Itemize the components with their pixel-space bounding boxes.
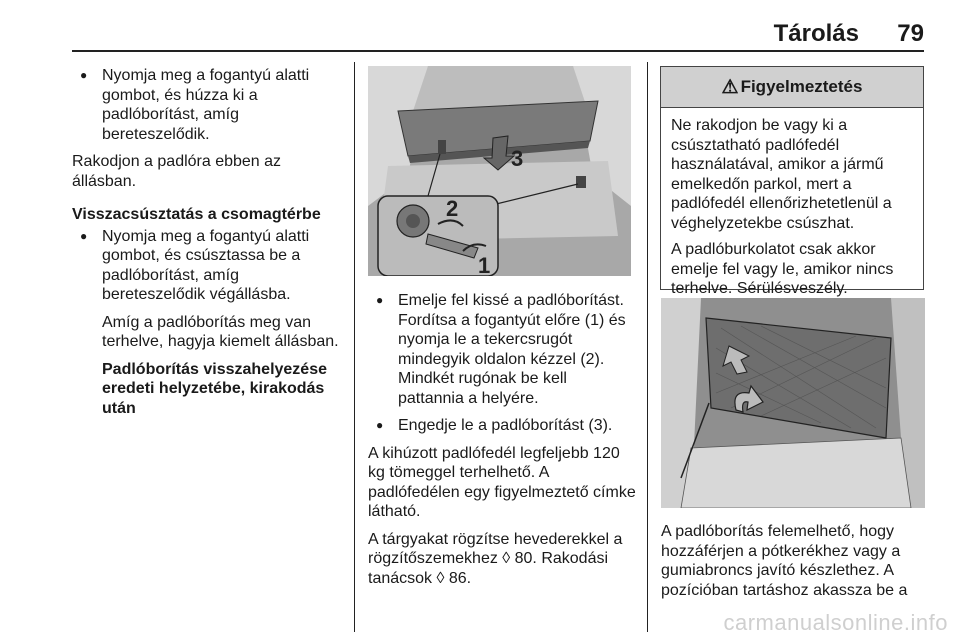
warning-header [661, 67, 923, 108]
floor-lifted-illustration [661, 298, 925, 508]
list-item: ● Nyomja meg a fogantyú alatti gombot, és húzza ki a padlóborítást, amíg bereteszelődik. [72, 66, 344, 144]
floor-lifted-figure [661, 298, 925, 508]
warning-title: Figyelmeztetés [740, 77, 863, 96]
paragraph: A padlóburkolatot csak akkor emelje fel vagy le, amikor nincs terhelve. Sérülésveszély. [671, 241, 894, 297]
paragraph: A kihúzott padlófedél legfeljebb 120 kg tömeggel terhelhető. A padlófedélen egy figyelmeztető címke látható. [368, 444, 636, 520]
paragraph: Rakodjon a padlóra ebben az állásban. [72, 153, 282, 190]
watermark: carmanualsonline.info [723, 610, 948, 635]
trunk-floor-figure [368, 66, 631, 276]
paragraph: A padlóborítás felemelhető, hogy hozzáférjen a pótkerékhez vagy a gumiabroncs javító készlethez. A pozícióban tartáshoz akassza be a [661, 523, 908, 599]
latch-left-icon [438, 140, 446, 154]
column-divider-2 [647, 62, 648, 632]
list-item: ● Nyomja meg a fogantyú alatti gombot, és csúsztassa be a padlóborítást, amíg bereteszelődik végállásba. [72, 227, 344, 305]
page-number: 79 [897, 20, 924, 47]
list-item: ● Emelje fel kissé a padlóborítást. Fordítsa a fogantyút előre (1) és nyomja le a tekercsrugót mindegyik oldalon kézzel (2). Mindkét rugónak be kell pattannia a helyére. [368, 291, 636, 408]
column-3 [661, 522, 929, 608]
trunk-illustration [368, 66, 631, 276]
column-2 [368, 291, 636, 596]
list-item: ● Engedje le a padlóborítást (3). [368, 416, 636, 436]
subheading: Padlóborítás visszahelyezése eredeti helyzetébe, kirakodás után [102, 360, 327, 417]
warning-body [661, 108, 923, 314]
warning-triangle-icon: ⚠ [721, 76, 739, 98]
subheading: Visszacsúsztatás a csomagtérbe [72, 206, 321, 223]
column-1 [72, 66, 344, 426]
figure-label-3: 3 [511, 146, 524, 171]
trunk-floor [681, 438, 911, 508]
figure-label-2: 2 [446, 196, 459, 221]
paragraph: A tárgyakat rögzítse hevederekkel a rögzítőszemekhez ◊ 80. Rakodási tanácsok ◊ 86. [368, 530, 623, 587]
section-title: Tárolás [773, 20, 859, 47]
warning-box [660, 66, 924, 297]
figure-label-1: 1 [478, 253, 491, 276]
paragraph: Amíg a padlóborítás meg van terhelve, hagyja kiemelt állásban. [102, 313, 339, 350]
column-divider-1 [354, 62, 355, 632]
header-rule [72, 50, 924, 52]
latch-right-icon [576, 176, 586, 188]
paragraph: Ne rakodjon be vagy ki a csúsztatható padlófedél használatával, amikor a jármű emelkedőn parkol, mert a padlófedél ellenőrizhetetlenül a véghelyzetekbe csúszhat. [671, 117, 892, 232]
